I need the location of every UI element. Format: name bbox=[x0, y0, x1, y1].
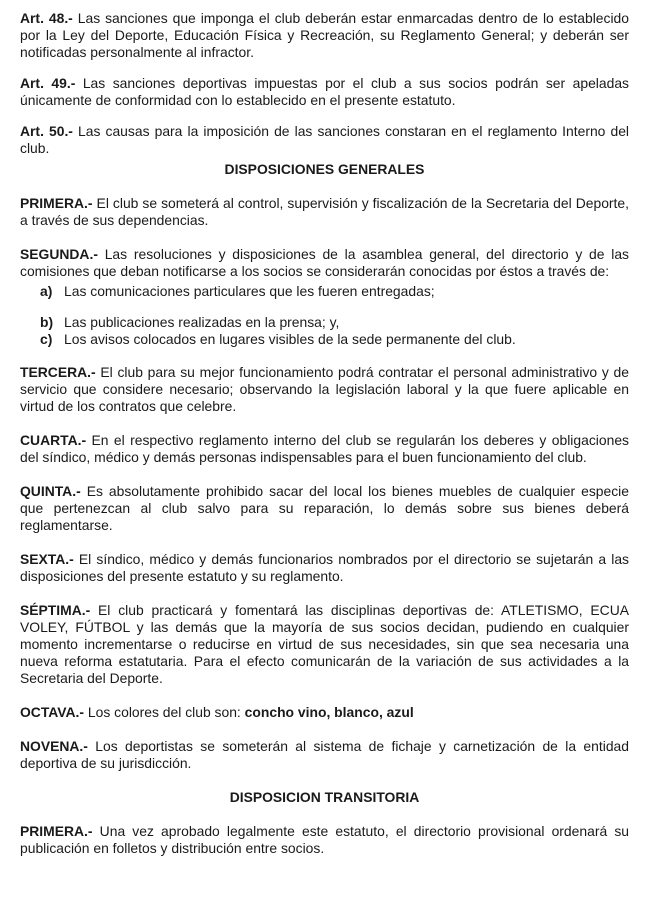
provision-quinta bbox=[20, 483, 629, 534]
provision-label: SÉPTIMA.- bbox=[20, 602, 91, 618]
provision-label: SEGUNDA.- bbox=[20, 246, 98, 262]
provision-cuarta bbox=[20, 432, 629, 466]
transitory-primera bbox=[20, 823, 629, 857]
list-letter: c) bbox=[40, 331, 53, 347]
provision-text: Los deportistas se someterán al sistema de fichaje y carnetización de la entidad deportiva de su jurisdicción. bbox=[20, 738, 629, 771]
club-colors: concho vino, blanco, azul bbox=[244, 704, 414, 720]
transitory-provision-heading: DISPOSICION TRANSITORIA bbox=[229, 789, 420, 805]
general-provisions-heading: DISPOSICIONES GENERALES bbox=[224, 161, 425, 177]
provision-tercera bbox=[20, 364, 629, 415]
provision-segunda bbox=[20, 246, 629, 280]
provision-label: TERCERA.- bbox=[20, 364, 96, 380]
provision-label: SEXTA.- bbox=[20, 551, 74, 567]
article-label: Art. 48.- bbox=[20, 10, 73, 26]
list-text: Los avisos colocados en lugares visibles de la sede permanente del club. bbox=[64, 331, 516, 347]
provision-label: PRIMERA.- bbox=[20, 195, 93, 211]
article-text: Las sanciones deportivas impuestas por el club a sus socios podrán ser apeladas únicamente de conformidad con lo establecido en el presente estatuto. bbox=[20, 75, 629, 108]
notification-list bbox=[20, 283, 629, 348]
provision-text: El síndico, médico y demás funcionarios nombrados por el directorio se sujetarán a las disposiciones del presente estatuto y su reglamento. bbox=[20, 551, 629, 584]
provision-label: NOVENA.- bbox=[20, 738, 88, 754]
article-48 bbox=[20, 10, 629, 61]
article-text: Las causas para la imposición de las sanciones constaran en el reglamento Interno del club. bbox=[20, 123, 630, 156]
list-item bbox=[20, 314, 629, 331]
article-text: Las sanciones que imponga el club deberán estar enmarcadas dentro de lo establecido por la Ley del Deporte, Educación Física y Recreación, su Reglamento General; y deberán ser notificadas personalmente al infractor. bbox=[20, 10, 630, 60]
provision-octava bbox=[20, 704, 629, 721]
provision-sexta bbox=[20, 551, 629, 585]
list-text: Las comunicaciones particulares que les fueren entregadas; bbox=[64, 283, 435, 299]
provision-label: QUINTA.- bbox=[20, 483, 81, 499]
article-50 bbox=[20, 123, 629, 157]
provision-text: En el respectivo reglamento interno del club se regularán los deberes y obligaciones del síndico, médico y demás personas indispensables para el buen funcionamiento del club. bbox=[20, 432, 629, 465]
provision-text: El club practicará y fomentará las disciplinas deportivas de: ATLETISMO, ECUA VOLEY, FÚTBOL y las demás que la mayoría de sus socios decidan, pudiendo en cualquier momento incrementarse o reducirse en virtud de sus necesidades, sin que sea necesaria una nueva reforma estatutaria. Para el efecto comunicarán de la variación de sus actividades a la Secretaria del Deporte. bbox=[20, 602, 629, 686]
list-letter: b) bbox=[40, 314, 54, 330]
provision-novena bbox=[20, 738, 629, 772]
article-49 bbox=[20, 75, 629, 109]
provision-text: Es absolutamente prohibido sacar del local los bienes muebles de cualquier especie que pertenezcan al club salvo para su reparación, lo demás sobre sus bienes deberá reglamentarse. bbox=[20, 483, 629, 533]
provision-primera bbox=[20, 195, 629, 229]
list-item bbox=[20, 331, 629, 348]
provision-label: OCTAVA.- bbox=[20, 704, 85, 720]
provision-text: El club se someterá al control, supervisión y fiscalización de la Secretaria del Deporte, a través de sus dependencias. bbox=[20, 195, 629, 228]
list-item bbox=[20, 283, 629, 300]
list-letter: a) bbox=[40, 283, 53, 299]
article-label: Art. 50.- bbox=[20, 123, 73, 139]
provision-label: PRIMERA.- bbox=[20, 823, 93, 839]
provision-label: CUARTA.- bbox=[20, 432, 87, 448]
provision-text: Una vez aprobado legalmente este estatuto, el directorio provisional ordenará su publicación en folletos y distribución entre socios. bbox=[20, 823, 629, 856]
provision-septima bbox=[20, 602, 629, 687]
provision-text: Las resoluciones y disposiciones de la asamblea general, del directorio y de las comisiones que deban notificarse a los socios se considerarán conocidas por éstos a través de: bbox=[20, 246, 629, 279]
provision-text: Los colores del club son: bbox=[84, 704, 245, 720]
list-text: Las publicaciones realizadas en la prensa; y, bbox=[64, 314, 340, 330]
article-label: Art. 49.- bbox=[20, 75, 76, 91]
provision-text: El club para su mejor funcionamiento podrá contratar el personal administrativo y de servicio que considere necesario; observando la legislación laboral y la que fuere aplicable en virtud de los contratos que celebre. bbox=[20, 364, 629, 414]
